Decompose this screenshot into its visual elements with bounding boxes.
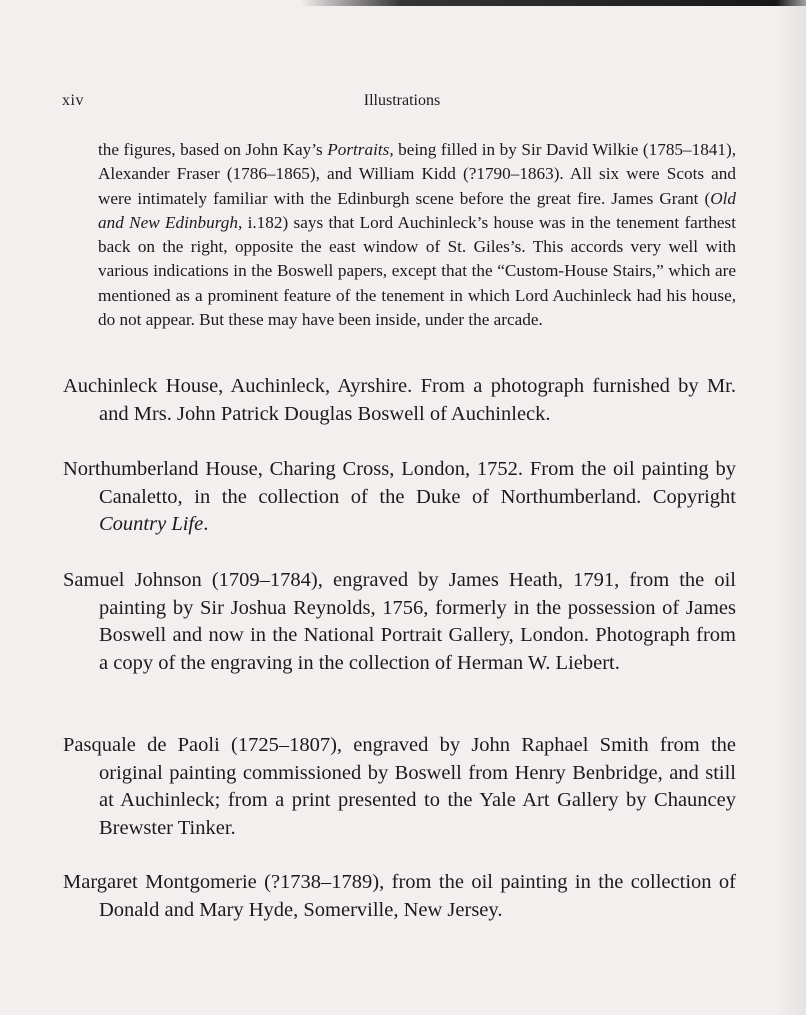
illustration-entry-margaret-montgomerie xyxy=(63,869,736,924)
entry-italic-country-life: Country Life xyxy=(99,513,204,536)
page-right-edge xyxy=(776,0,806,1015)
entry-text: Pasquale de Paoli (1725–1807), engraved by John Raphael Smith from the original painting commissioned by Boswell from Henry Benbridge, and still at Auchinleck; from a print presented to the Yale Art Gallery by Chauncey Brewster Tinker. xyxy=(63,734,736,839)
running-head: Illustrations xyxy=(363,92,441,109)
entry-text: Auchinleck House, Auchinleck, Ayrshire. From a photograph furnished by Mr. and Mrs. John Patrick Douglas Boswell of Auchinleck. xyxy=(63,375,736,425)
illustration-entry-northumberland-house xyxy=(63,456,736,539)
continuation-text-3: i.182) says that Lord Auchinleck’s house was in the tenement farthest back on the right, opposite the east window of St. Giles’s. This accords very well with various indications in the Boswell papers, except that the “Custom-House Stairs,” which are mentioned as a prominent feature of the tenement in which Lord Auchinleck had his house, do not appear. But these may have been inside, under the arcade. xyxy=(98,212,736,330)
illustration-entry-pasquale-de-paoli xyxy=(63,732,736,842)
page-top-shadow xyxy=(300,0,806,6)
illustration-entry-auchinleck-house xyxy=(63,373,736,428)
entry-text: Northumberland House, Charing Cross, London, 1752. From the oil painting by Canaletto, in the collection of the Duke of Northumberland. Copyright xyxy=(63,458,736,508)
entry-text: Margaret Montgomerie (?1738–1789), from the oil painting in the collection of Donald and Mary Hyde, Somerville, New Jersey. xyxy=(63,871,736,921)
continuation-paragraph xyxy=(98,138,736,332)
continuation-italic-old-and-new-edinburgh: Old and New Edinburgh, xyxy=(98,188,736,232)
entry-text: Samuel Johnson (1709–1784), engraved by James Heath, 1791, from the oil painting by Sir Joshua Reynolds, 1756, formerly in the possession of James Boswell and now in the National Portrait Gallery, London. Photograph from a copy of the engraving in the collection of Herman W. Liebert. xyxy=(63,569,736,674)
page-number: xiv xyxy=(62,92,84,109)
continuation-text-2: being filled in by Sir David Wilkie (1785–1841), Alexander Fraser (1786–1865), and William Kidd (?1790–1863). All six were Scots and were intimately familiar with the Edinburgh scene before the great fire. James Grant ( xyxy=(98,140,736,208)
illustration-entry-samuel-johnson xyxy=(63,567,736,677)
page-header xyxy=(62,92,742,116)
continuation-text-1: the figures, based on John Kay’s xyxy=(98,140,328,159)
entry-text-tail: . xyxy=(203,513,209,536)
continuation-italic-portraits: Portraits, xyxy=(327,140,394,159)
